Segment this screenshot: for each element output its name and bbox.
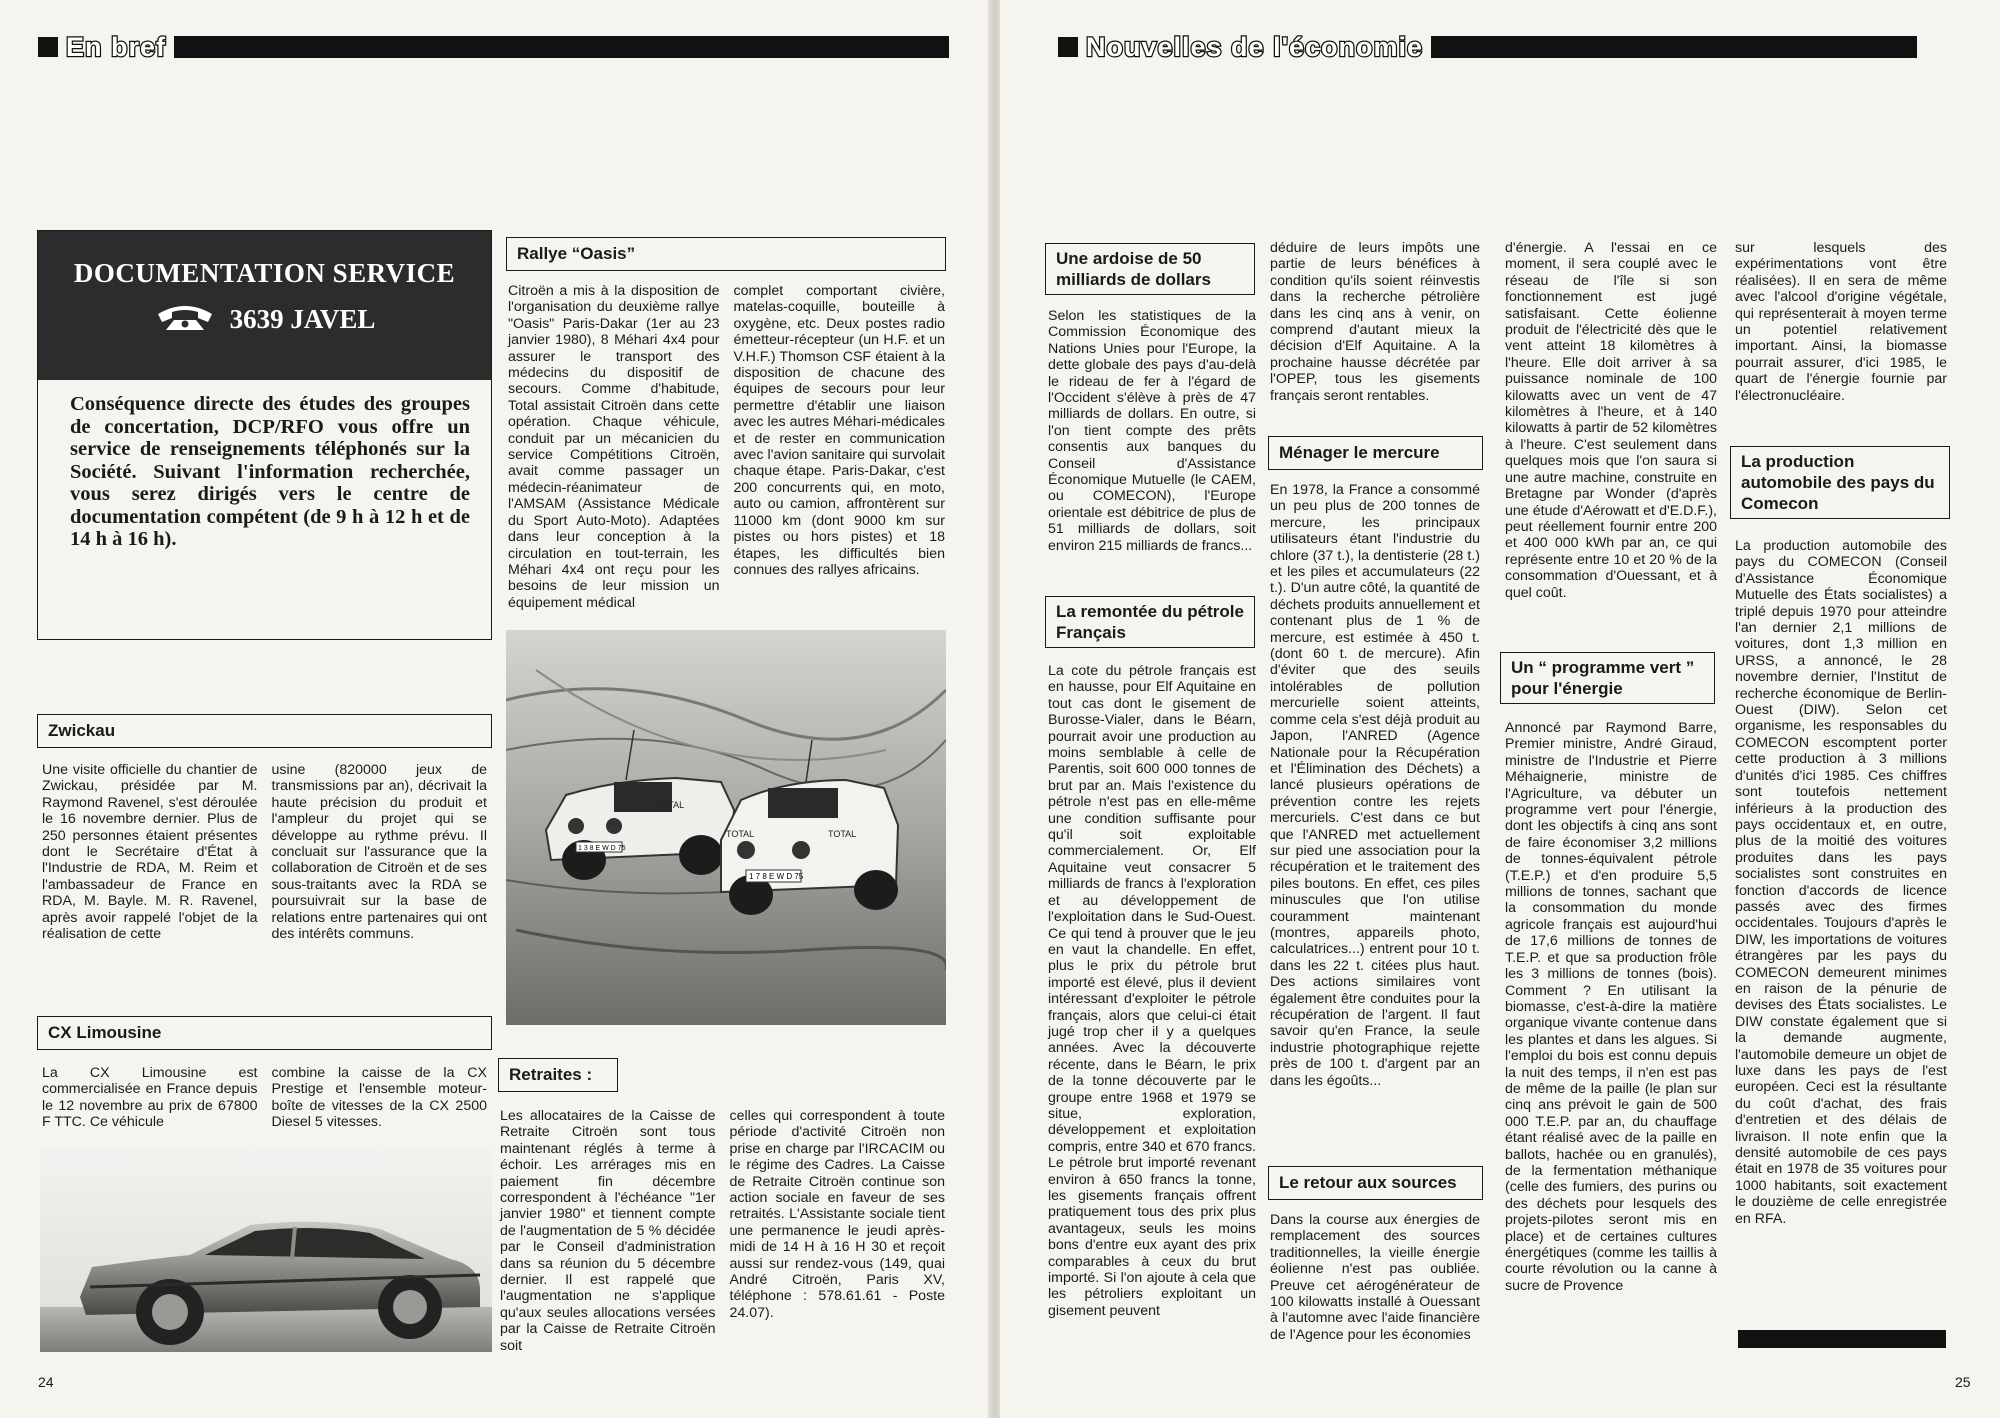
plate-1: 1 3 8 E W D 75 <box>578 845 626 852</box>
retraites-col-1: Les allocataires de la Caisse de Retraite Citroën sont tous maintenant réglés à terme à échoir. Les arrérages mis en paiement fin décembre correspondent à l'échéance "1er janvier 1980" et tiennent compte de l'augmentation de 5 % décidée par le Conseil d'administration dans sa réunion du 5 décembre dernier. Il est rappelé que l'augmentation ne s'applique qu'aux seules allocations versées par la Caisse de Retraite Citroën soit <box>500 1108 716 1354</box>
page-number-right: 25 <box>1955 1374 1971 1390</box>
rallye-photo <box>506 630 946 1025</box>
header-bar <box>1431 36 1917 58</box>
mehari-photo <box>506 630 946 1025</box>
header-square-icon <box>38 37 58 57</box>
cx-col-1: La CX Limousine est commercialisée en France depuis le 12 novembre au prix de 67800 F TTC. Ce véhicule <box>42 1065 258 1131</box>
vert-title: Un “ programme vert ” pour l'énergie <box>1500 652 1715 704</box>
plate-2: 1 7 8 E W D 75 <box>749 872 804 881</box>
total-logo-3: TOTAL <box>828 829 857 839</box>
mercure-title: Ménager le mercure <box>1268 436 1483 470</box>
car-photo <box>40 1147 492 1352</box>
section-title: Nouvelles de l'économie <box>1086 31 1424 62</box>
comecon-body: La production automobile des pays du COMECON (Conseil d'Assistance Économique Mutuelle des États socialistes) a triplé depuis 1970 pour atteindre l'an dernier 2,1 millions de voitures, dont 1,3 million en URSS, a annoncé, le 28 novembre dernier, l'Institut de recherche économique de Berlin-Ouest (DIW). Selon cet organisme, les responsables du COMECON escomptent porter cette production à 3 millions d'unités d'ici 1985. Ces chiffres sont toutefois nettement inférieurs à la production des pays occidentaux et, en outre, plus de la moitié des voitures produites dans les pays socialistes sont construites en fonction d'accords de licence passés avec des firmes occidentales. Toujours d'après le DIW, les importations de voitures étrangères par les pays du COMECON demeurent minimes en raison de la pénurie de devises des États socialistes. Le DIW constate également que si la demande augmente, l'automobile demeure un objet de luxe dans les pays de l'est européen. Ceci est la résultante du coût d'achat, des frais d'entretien et des délais de livraison. Il note enfin que la densité automobile de ces pays était en 1978 de 35 voitures pour 1000 habitants, soit exactement le douzième de celle enregistrée en RFA. <box>1735 538 1947 1227</box>
rallye-text <box>508 283 945 611</box>
documentation-body: Conséquence directe des études des groupes de concertation, DCP/RFO vous offre un service de renseignements téléphonés sur la Société. Suivant l'information recherchée, vous serez dirigés vers le centre de documentation compétent (de 9 h à 12 h et de 14 h à 16 h). <box>70 393 470 550</box>
header-square-icon <box>1058 37 1078 57</box>
cx-title: CX Limousine <box>37 1016 492 1050</box>
documentation-heading: DOCUMENTATION SERVICE <box>73 258 456 288</box>
petrole-body: La cote du pétrole français est en hausse, pour Elf Aquitaine en tout cas dont le gisement de Burosse-Vialer, dans le Béarn, pourrait avoir une production au moins semblable à celle de Parentis, soit 600 000 tonnes de brut par an. Mais l'existence du pétrole n'est pas en elle-même une condition suffisante pour qu'il soit exploitable commercialement. Or, Elf Aquitaine veut consacrer 5 milliards de francs à l'exploration et au développement de l'exploitation dans le Sud-Ouest. Ce qui tend à prouver que le jeu en vaut la chandelle. En effet, plus le prix du pétrole brut importé est élevé, plus il devient intéressant d'exploiter le pétrole français, alors que celui-ci était jugé trop cher il y a quelques années. Avec la découverte récente, dans le Béarn, le prix de la tonne découverte par le groupe entre 1968 et 1979 se situe, exploration, développement et exploitation compris, entre 340 et 670 francs. Le pétrole brut importé revenant environ à 650 francs la tonne, les gisements français offrent pratiquement tous des prix plus avantageux, seuls les moins bons d'entre eux ayant des prix comparables à ceux du brut importé. Si l'on ajoute à cela que les pétroliers exploitant un gisement peuvent <box>1048 663 1256 1319</box>
total-logo-1: TOTAL <box>656 800 685 810</box>
sources-title: Le retour aux sources <box>1268 1166 1483 1200</box>
sources-body: Dans la course aux énergies de remplacement des sources traditionnelles, la vieille énergie éolienne n'est pas oubliée. Preuve cet aérogénérateur de 100 kilowatts installé à Ouessant à l'automne avec l'aide financière de l'Agence pour les économies <box>1270 1212 1480 1343</box>
documentation-phone: 3639 JAVEL <box>229 304 376 334</box>
vert-body: Annoncé par Raymond Barre, Premier ministre, André Giraud, ministre de l'Industrie et Pierre Méhaignerie, ministre de l'Agriculture, va débuter un programme vert pour l'énergie, dont les objectifs à cinq ans sont de faire économiser 3,2 millions de tonnes-équivalent pétrole (T.E.P.) et d'en produire 5,5 millions de tonnes, sachant que la consommation du monde agricole français est aujourd'hui de 17,6 millions de tonnes de T.E.P. et que sa production frôle les 3 millions de tonnes (bois). Comment ? En utilisant la biomasse, c'est-à-dire la matière organique vivante contenue dans les plantes et dans les algues. Si l'emploi du bois est connu depuis la nuit des temps, il n'en est pas de même de la paille (le plan sur cinq ans prévoit le gain de 500 000 T.E.P. par an, du chauffage étant réalisé avec de la paille en ballots, hachée ou en granulés), de la fermentation méthanique (celle des fumiers, des purins ou des déchets pour lesquels des projets-pilotes seront mis en place) et de certaines cultures énergétiques (comme les taillis à courte révolution ou la canne à sucre de Provence <box>1505 720 1717 1294</box>
zwickau-col-1: Une visite officielle du chantier de Zwickau, présidée par M. Raymond Ravenel, s'est déroulée le 16 novembre dernier. Plus de 250 personnes étaient présentes dont le Secrétaire d'État à l'Industrie de RDA, M. Reim et l'ambassadeur de France en RDA, M. Bayle. M. R. Ravenel, après avoir rappelé l'objet de la réalisation de cette <box>42 762 258 943</box>
zwickau-col-2: usine (820000 jeux de transmissions par an), décrivait la haute précision du produit et l'ampleur du projet qui se développe au rythme prévu. Il concluait sur l'assurance que la collaboration de Citroën et de ses sous-traitants avec la RDA se poursuivrait sur la base de relations entre partenaires qui ont des intérêts communs. <box>271 762 487 943</box>
ardoise-title: Une ardoise de 50 milliards de dollars <box>1045 243 1255 295</box>
retraites-title: Retraites : <box>498 1058 618 1092</box>
rallye-title: Rallye “Oasis” <box>506 237 946 271</box>
cx-col-2: combine la caisse de la CX Prestige et l'ensemble moteur-boîte de vitesses de la CX 2500 Diesel 5 vitesses. <box>271 1065 487 1131</box>
section-header <box>1058 32 1917 62</box>
rallye-col-2: complet comportant civière, matelas-coquille, bouteille à oxygène, etc. Deux postes radio émetteur-récepteur (un H.F. et un V.H.F.) Thomson CSF étaient à la disposition de chacune des équipes de secours pour leur permettre d'établir une liaison avec les autres Méhari-médicales et de rester en communication avec l'avion sanitaire qui survolait chaque étape. Paris-Dakar, c'est 200 concurrents qui, en moto, auto ou camion, affrontèrent sur 11000 km (dont 9000 km sur pistes ou hors pistes) et 18 étapes, les difficultés bien connues des rallyes africains. <box>733 283 945 578</box>
comecon-title: La production automobile des pays du Comecon <box>1730 446 1950 519</box>
left-page <box>0 0 990 1418</box>
cx-text <box>42 1065 487 1131</box>
ardoise-body: Selon les statistiques de la Commission Économique des Nations Unies pour l'Europe, la dette globale des pays d'au-delà le rideau de fer à l'égard de l'Occident s'élève à près de 47 milliards de dollars. En outre, si l'on tient compte des prêts consentis aux banques du Conseil d'Assistance Économique Mutuelle (le CAEM, ou COMECON), l'Europe orientale est débitrice de plus de 51 milliards de dollars, soit environ 215 milliards de francs... <box>1048 308 1256 554</box>
end-bar <box>1738 1330 1946 1348</box>
retraites-text <box>500 1108 945 1354</box>
total-logo-2: TOTAL <box>726 829 755 839</box>
retraites-col-2: celles qui correspondent à toute période d'activité Citroën non prise en charge par l'IRCACIM ou le régime des Cadres. La Caisse de Retraite Citroën continue son action sociale en faveur de ses retraités. L'Assistante sociale tient une permanence le jeudi après-midi de 14 H à 16 H 30 et reçoit aussi sur rendez-vous (149, quai André Citroën, Paris XV, téléphone : 578.61.61 - Poste 24.07). <box>729 1108 945 1321</box>
mercure-body: En 1978, la France a consommé un peu plus de 200 tonnes de mercure, les principaux utilisateurs étant l'industrie du chlore (37 t.), la dentisterie (28 t.) et les piles et accumulateurs (22 t.). D'un autre côté, la quantité de déchets produits annuellement et contenant plus de 1 % de mercure, est estimée à 450 t. (dont 60 t. de mercure). Afin d'éviter que des seuils intolérables de pollution mercurielle soient atteints, comme cela s'est déjà produit au Japon, l'ANRED (Agence Nationale pour la Récupération et l'Élimination des Déchets) a lancé plusieurs opérations de prévention contre les rejets mercuriels. C'est dans ce but que l'ANRED met actuellement sur pied une association pour la récupération et le traitement des piles boutons. En effet, ces piles minuscules que l'on utilise couramment maintenant (montres, appareils photo, calculatrices...) entrent pour 10 t. dans les 22 t. citées plus haut. Des actions similaires vont également être conduites pour la récupération de l'argent. Il faut savoir qu'en France, la seule industrie photographique rejette près de 100 t. d'argent par an dans les égoûts... <box>1270 482 1480 1089</box>
header-bar <box>174 36 949 58</box>
cx-limousine-photo <box>40 1147 492 1352</box>
section-header <box>38 32 949 62</box>
col2-top-text: déduire de leurs impôts une partie de leurs bénéfices à condition qu'ils soient réinvestis dans la recherche pétrolière dans les cinq ans à venir, on comprend d'autant mieux la décision d'Elf Aquitaine. A la prochaine hausse décrétée par l'OPEP, tous les gisements français seront rentables. <box>1270 240 1480 404</box>
rallye-col-1: Citroën a mis à la disposition de l'organisation du deuxième rallye "Oasis" Paris-Dakar (1er au 23 janvier 1980), 8 Méhari 4x4 pour assurer le transport des médecins du dispositif de secours. Comme d'habitude, Total assistait Citroën dans cette opération. Chaque véhicule, conduit par un mécanicien du service Compétitions Citroën, avait comme passager un médecin-réanimateur de l'AMSAM (Assistance Médicale du Sport Auto-Moto). Adaptées dans leur conception à la circulation en tout-terrain, les Méhari 4x4 ont reçu pour les besoins de leur mission un équipement médical <box>508 283 720 611</box>
col3-top-text: d'énergie. A l'essai en ce moment, il sera couplé avec le réseau de l'île si son fonctionnement est jugé satisfaisant. Cette éolienne produit de l'électricité dès que le vent atteint 18 kilomètres à l'heure. Elle doit arriver à sa puissance nominale de 100 kilowatts avec un vent de 47 kilomètres à l'heure, et à 140 kilowatts à partir de 52 kilomètres à l'heure. C'est seulement dans quelques mois que l'on saura si une autre machine, construite en Bretagne par Wonder (d'après une étude d'Aérowatt et d'E.D.F.), peut réellement fournir entre 200 et 400 000 kWh par an, ce qui représente entre 10 et 20 % de la consommation d'Ouessant, et à quel coût. <box>1505 240 1717 601</box>
col4-top-text: sur lesquels des expérimentations vont être réalisées). Il en sera de même avec l'alcool d'origine végétale, qui représenterait à moyen terme un potentiel relativement important. Ainsi, la biomasse pourrait assurer, d'ici 1985, le quart de l'énergie fournie par l'électronucléaire. <box>1735 240 1947 404</box>
zwickau-title: Zwickau <box>37 714 492 748</box>
right-page <box>1000 0 2000 1418</box>
petrole-title: La remontée du pétrole Français <box>1045 596 1255 648</box>
section-title: En bref <box>66 31 167 62</box>
zwickau-text <box>42 762 487 942</box>
page-number-left: 24 <box>38 1374 54 1390</box>
